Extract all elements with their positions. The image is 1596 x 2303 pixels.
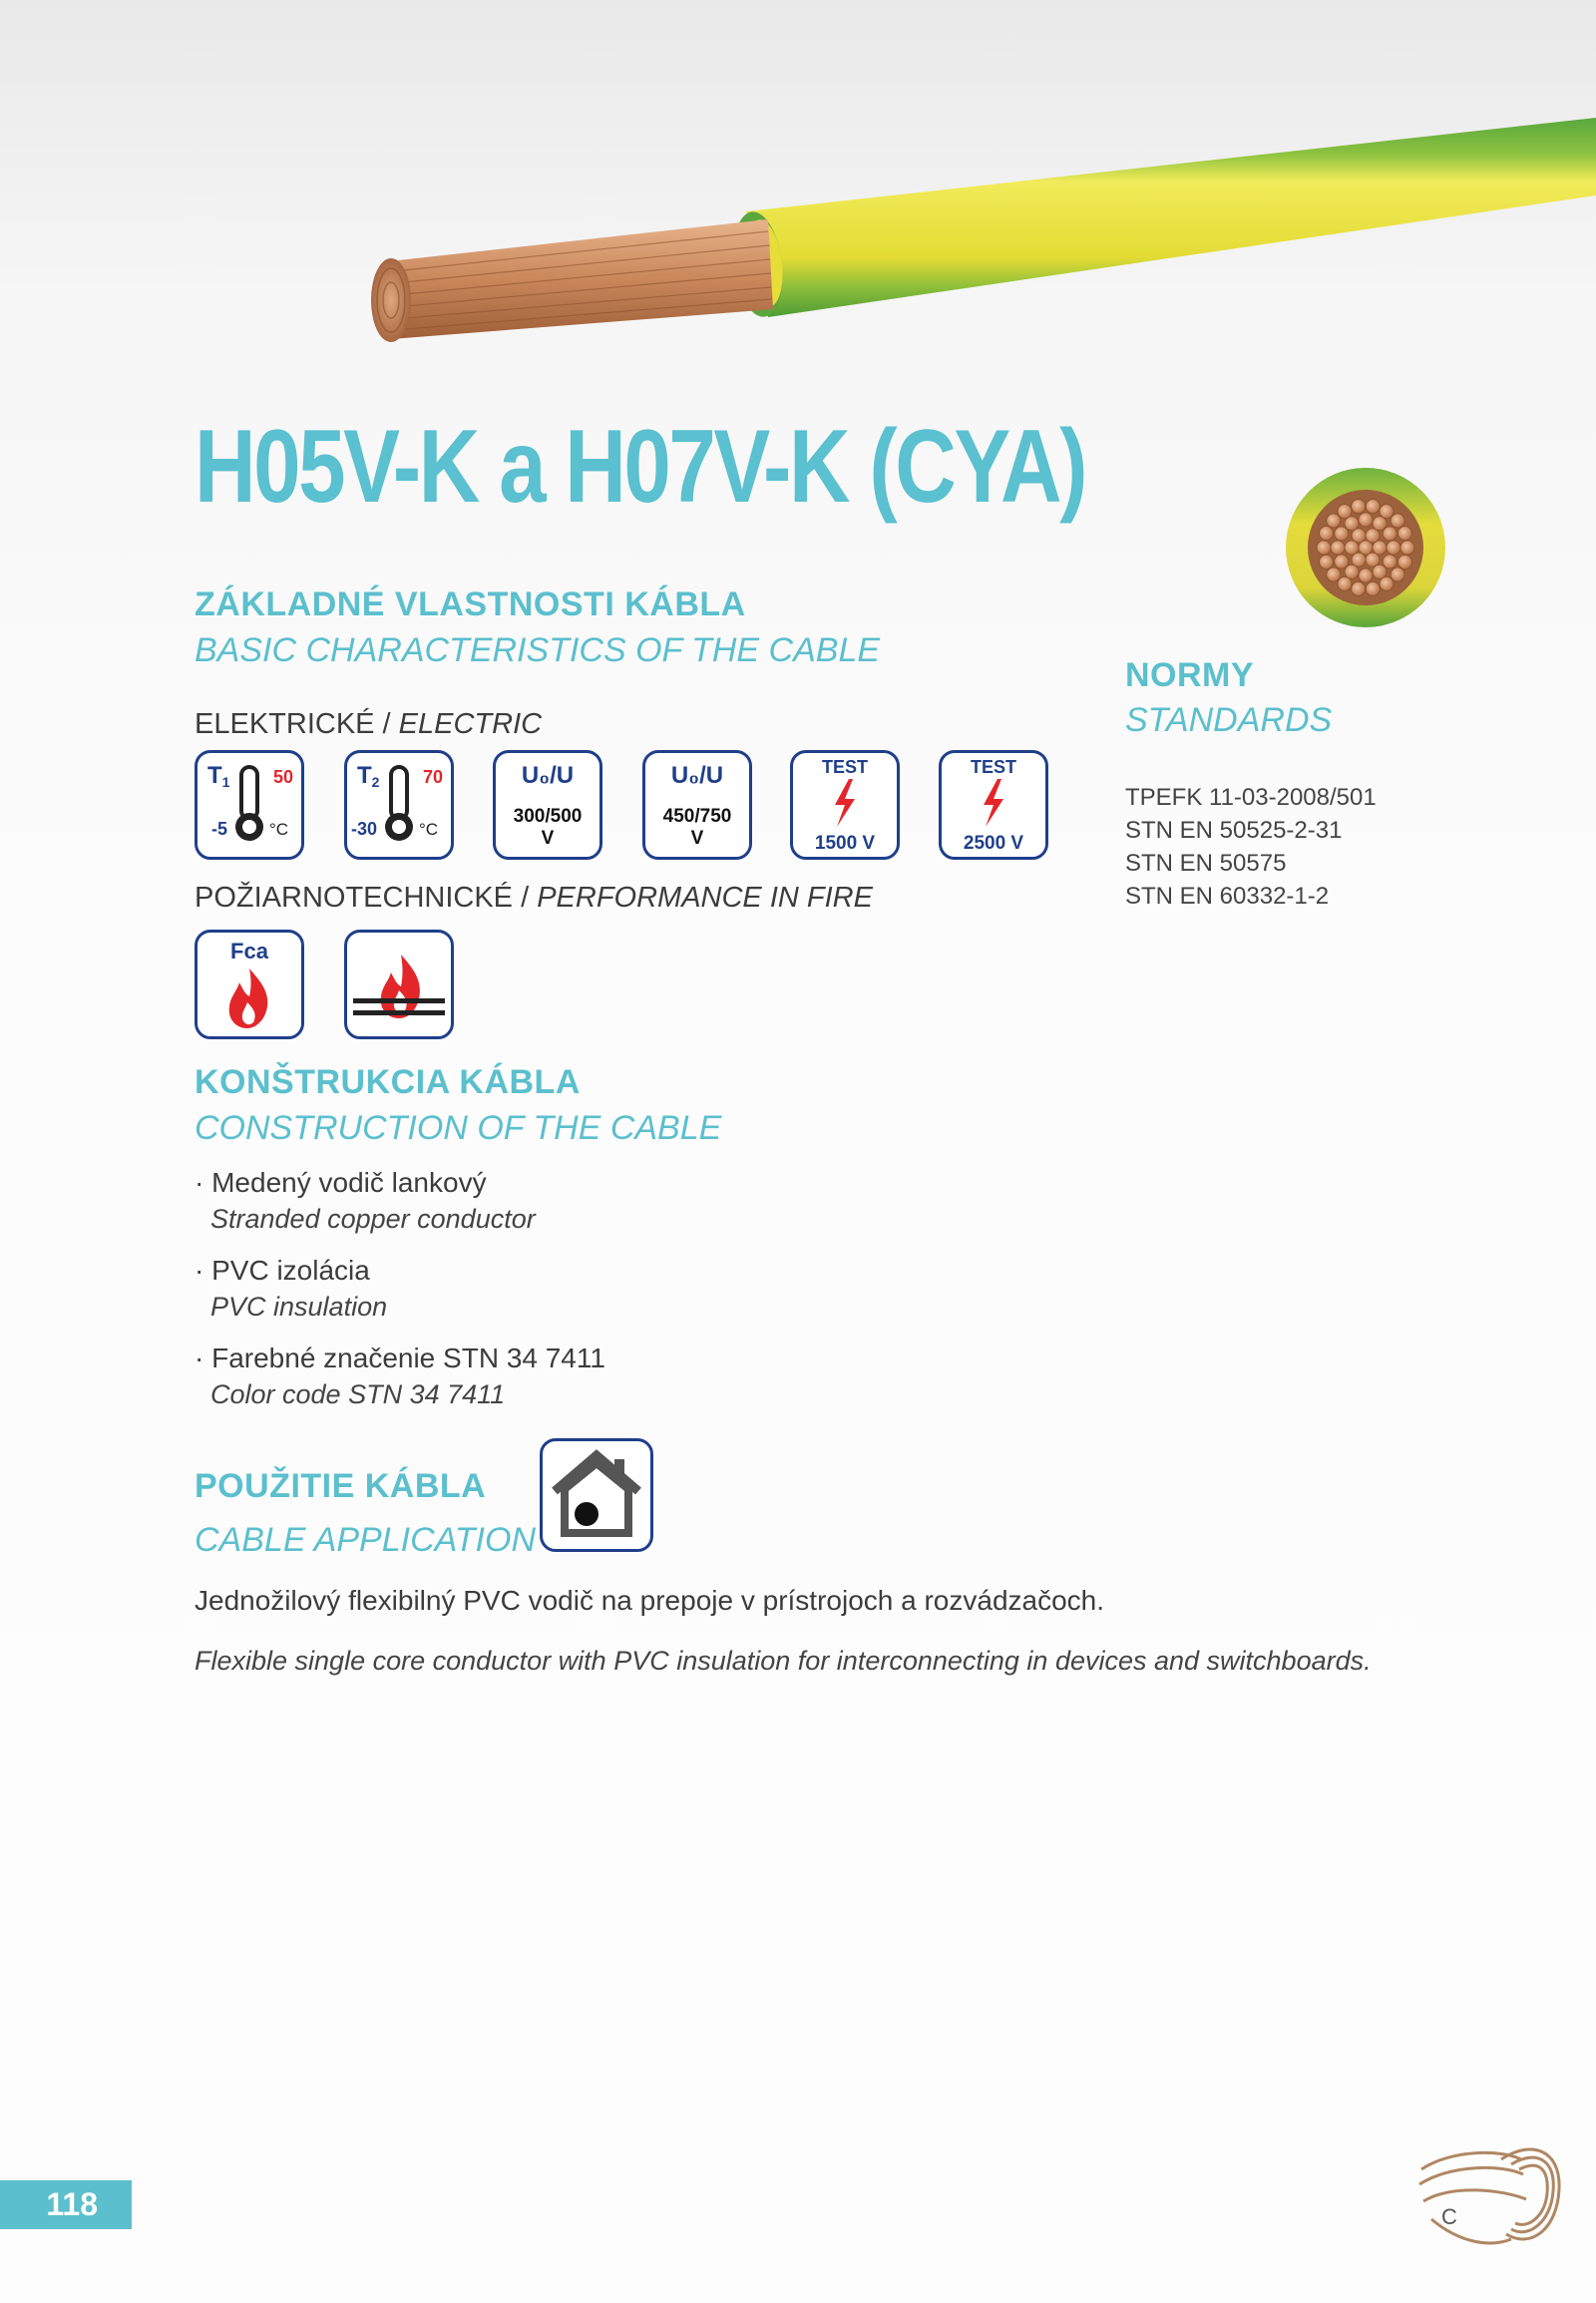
- fire-class-fca-icon: [195, 930, 304, 1039]
- basic-characteristics-subheading: BASIC CHARACTERISTICS OF THE CABLE: [195, 631, 881, 669]
- copper-strand: [1327, 514, 1341, 528]
- logo-letter: C: [1441, 2204, 1457, 2229]
- t2-max: 70: [423, 767, 444, 787]
- construction-item-sk: · Medený vodič lankový: [195, 1167, 487, 1198]
- copper-strand: [1352, 500, 1366, 514]
- copper-strand: [1400, 541, 1414, 555]
- application-subheading: CABLE APPLICATION: [195, 1521, 536, 1559]
- application-text-en: Flexible single core conductor with PVC insulation for interconnecting in devices and switchboards.: [195, 1646, 1372, 1676]
- fire-propagation-icon: [344, 930, 454, 1039]
- standards-subheading: STANDARDS: [1125, 701, 1333, 739]
- voltage-label: U₀/U: [670, 762, 724, 789]
- copper-strand: [1383, 555, 1396, 569]
- standard-item: STN EN 50525-2-31: [1125, 817, 1343, 844]
- page-number: 118: [0, 2180, 132, 2229]
- t2-label: T2: [357, 762, 380, 790]
- basic-characteristics-heading: ZÁKLADNÉ VLASTNOSTI KÁBLA: [195, 585, 746, 623]
- copper-strand: [1391, 568, 1404, 581]
- voltage-value: 300/500: [513, 806, 583, 827]
- temperature-t2-icon: [344, 750, 454, 860]
- voltage-value: 450/750: [662, 806, 732, 827]
- copper-strand: [1320, 527, 1334, 541]
- t2-min: -30: [351, 819, 378, 839]
- temperature-t1-icon: [195, 750, 304, 860]
- cable-image: [0, 0, 1596, 399]
- voltage-label: U₀/U: [521, 762, 575, 789]
- standards-heading: NORMY: [1125, 656, 1255, 694]
- copper-strand: [1391, 514, 1404, 528]
- construction-item-en: PVC insulation: [210, 1292, 388, 1322]
- copper-strand: [1366, 529, 1380, 543]
- copper-strand: [1366, 500, 1380, 514]
- fire-class-label: Fca: [230, 939, 268, 963]
- t1-label: T1: [207, 762, 230, 790]
- standard-item: TPEFK 11-03-2008/501: [1125, 784, 1377, 811]
- electric-label: ELEKTRICKÉ / ELECTRIC: [195, 708, 543, 740]
- test-value: 2500 V: [963, 833, 1024, 854]
- copper-strand: [1335, 527, 1349, 541]
- copper-strand: [1331, 541, 1345, 555]
- voltage-unit: V: [541, 828, 555, 849]
- copper-strand: [1352, 529, 1366, 543]
- copper-strand: [1345, 541, 1359, 555]
- t1-unit: °C: [269, 820, 289, 839]
- construction-item-sk: · Farebné značenie STN 34 7411: [195, 1343, 605, 1373]
- copper-strand: [1320, 555, 1334, 569]
- copper-strand: [1397, 555, 1411, 569]
- copper-strand: [1383, 527, 1396, 541]
- copper-strand: [1387, 541, 1400, 555]
- copper-strand: [1359, 513, 1373, 527]
- construction-subheading: CONSTRUCTION OF THE CABLE: [195, 1109, 722, 1147]
- product-title: H05V-K a H07V-K (CYA): [195, 409, 1086, 525]
- indoor-house-icon: [540, 1438, 653, 1552]
- voltage-300-500-icon: [493, 750, 602, 860]
- copper-strand: [1345, 565, 1359, 578]
- t1-max: 50: [273, 767, 294, 787]
- copper-strand: [1335, 555, 1349, 569]
- application-text-sk: Jednožilový flexibilný PVC vodič na prepoje v prístrojoch a rozvádzačoch.: [195, 1585, 1105, 1616]
- copper-strand: [1380, 576, 1394, 590]
- standards-list: [1125, 781, 1377, 913]
- fire-performance-label: POŽIARNOTECHNICKÉ / PERFORMANCE IN FIRE: [195, 882, 873, 914]
- construction-item-en: Color code STN 34 7411: [210, 1379, 506, 1409]
- test-voltage-1500-icon: [790, 750, 900, 860]
- copper-strand: [1380, 505, 1394, 519]
- construction-item-en: Stranded copper conductor: [210, 1204, 536, 1234]
- construction-item-sk: · PVC izolácia: [195, 1255, 370, 1286]
- test-value: 1500 V: [814, 833, 876, 854]
- copper-strand: [1373, 565, 1387, 578]
- lightning-bolt-icon: [835, 779, 855, 827]
- copper-strand: [1352, 581, 1366, 595]
- voltage-unit: V: [690, 828, 704, 849]
- copper-strand: [1359, 541, 1373, 555]
- copper-strand: [1366, 581, 1380, 595]
- construction-heading: KONŠTRUKCIA KÁBLA: [195, 1063, 581, 1101]
- voltage-450-750-icon: [642, 750, 752, 860]
- copper-coil-logo: [1411, 2129, 1571, 2259]
- copper-strand: [1373, 517, 1387, 531]
- test-label: TEST: [821, 757, 869, 777]
- standard-item: STN EN 50575: [1125, 850, 1287, 877]
- t1-min: -5: [211, 819, 228, 839]
- test-label: TEST: [970, 757, 1017, 777]
- copper-strand: [1338, 505, 1352, 519]
- copper-strand: [1359, 569, 1373, 582]
- copper-strand: [1366, 553, 1380, 567]
- t2-unit: °C: [419, 820, 439, 839]
- standard-item: STN EN 60332-1-2: [1125, 883, 1330, 910]
- copper-strand: [1317, 541, 1331, 555]
- cable-cross-section-image: [1283, 465, 1448, 630]
- copper-strand: [1327, 568, 1341, 581]
- copper-strand: [1352, 553, 1366, 567]
- lightning-bolt-icon: [984, 779, 1003, 827]
- application-heading: POUŽITIE KÁBLA: [195, 1467, 487, 1505]
- copper-strand: [1338, 576, 1352, 590]
- copper-strand: [1345, 517, 1359, 531]
- copper-strand: [1373, 541, 1387, 555]
- test-voltage-2500-icon: [939, 750, 1048, 860]
- copper-strand: [1397, 527, 1411, 541]
